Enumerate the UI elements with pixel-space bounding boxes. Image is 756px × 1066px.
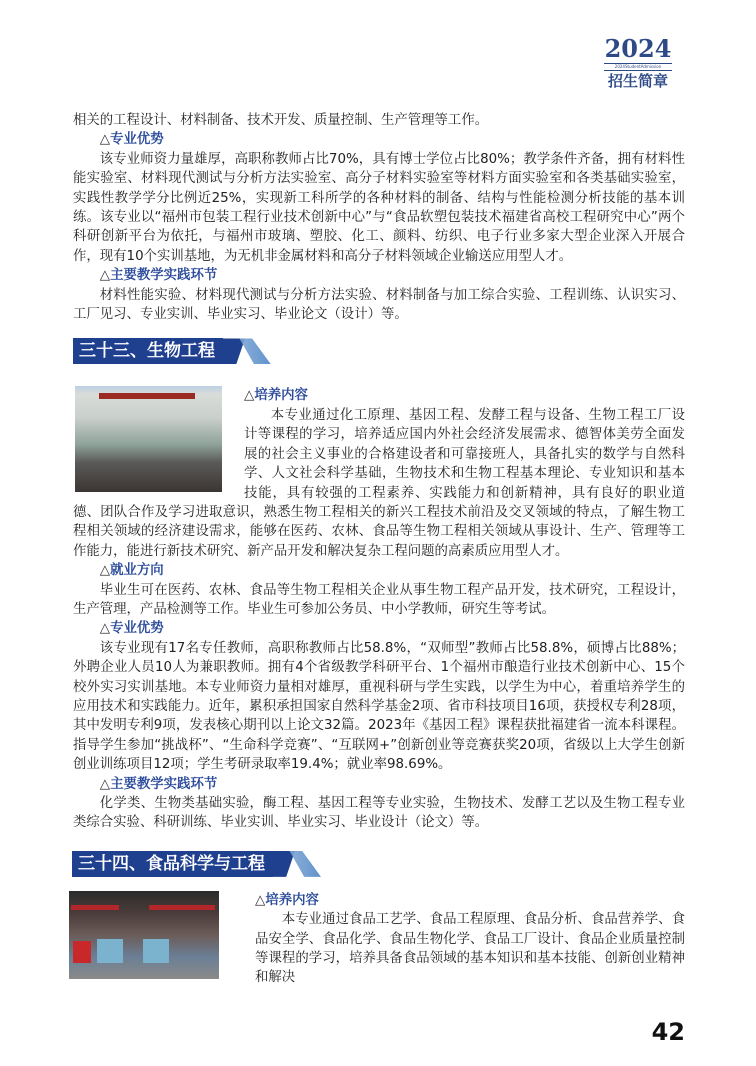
food-science-group-photo [69, 891, 219, 979]
brochure-logo [602, 36, 674, 90]
section-33-content [73, 386, 685, 832]
continued-text: 相关的工程设计、材料制备、技术开发、质量控制、生产管理等工作。 [73, 113, 489, 128]
advantage-text: 该专业现有17名专任教师，高职称教师占比58.8%，“双师型”教师占比58.8%，硕博占比88%；外聘企业人员10人为兼职教师。拥有4个省级教学科研平台、1个福州市酿造行业技术创新中心、15个校外实习实训基地。本专业师资力量相对雄厚，重视科研与学生实践，以学生为中心，着重培养学生的应用技术和实践能力。近年，累积承担国家自然科学基金2项、省市科技项目16项，获授权专利28项，其中发明专利9项，发表核心期刊以上论文32篇。2023年《基因工程》课程获批福建省一流本科课程。指导学生参加“挑战杯”、“生命科学竞赛”、“互联网+”创新创业等竞赛获奖20项，省级以上大学生创新创业训练项目12项；学生考研录取率19.4%；就业率98.69%。 [73, 640, 685, 773]
section-34-content [69, 891, 685, 988]
section-34-title: 三十四、食品科学与工程 [72, 851, 273, 877]
page-number: 42 [651, 1017, 685, 1046]
training-text: 本专业通过食品工艺学、食品工程原理、食品分析、食品营养学、食品安全学、食品化学、食品生物化学、食品工厂设计、食品企业质量控制等课程的学习，培养具备食品领域的基本知识和基本技能、创新创业精神和解决 [255, 912, 685, 986]
banner-decoration [273, 851, 321, 877]
intro-section [73, 111, 685, 324]
heading-text: 专业优势 [110, 621, 164, 637]
section-34-banner [72, 851, 321, 877]
section-33-title: 三十三、生物工程 [73, 338, 223, 364]
heading-text: 主要教学实践环节 [110, 776, 218, 792]
practice-text: 化学类、生物类基础实验，酶工程、基因工程等专业实验，生物技术、发酵工艺以及生物工程专业类综合实验、科研训练、毕业实训、毕业实习、毕业设计（论文）等。 [73, 796, 685, 831]
triangle-icon: △ [255, 892, 266, 908]
employment-heading [73, 561, 685, 580]
logo-year: 2024 [604, 34, 672, 63]
heading-text: 培养内容 [265, 892, 319, 908]
heading-text: 主要教学实践环节 [110, 268, 218, 284]
triangle-icon: △ [99, 132, 111, 148]
heading-text: 专业优势 [110, 132, 164, 148]
employment-text: 毕业生可在医药、农林、食品等生物工程相关企业从事生物工程产品开发，技术研究，工程设计，生产管理，产品检测等工作。毕业生可参加公务员、中小学教师，研究生等考试。 [73, 582, 685, 617]
banner-decoration [223, 338, 271, 364]
triangle-icon: △ [99, 621, 111, 637]
biotech-group-photo [75, 386, 222, 492]
practice-heading [73, 266, 685, 285]
practice-text: 材料性能实验、材料现代测试与分析方法实验、材料制备与加工综合实验、工程训练、认识实习、工厂见习、专业实训、毕业实习、毕业论文（设计）等。 [73, 287, 685, 323]
heading-text: 就业方向 [110, 563, 164, 579]
training-text: 本专业通过化工原理、基因工程、发酵工程与设备、生物工程工厂设计等课程的学习，培养适应国内外社会经济发展需求、德智体美劳全面发展的社会主义事业的合格建设者和可靠接班人，具备扎实的数学与自然科学、人文社会科学基础，生物技术和生物工程基本理论、专业知识和基本技能，具有较强的工程素养、实践能力和创新精神，具有良好的职业道德、团队合作及学习进取意识，熟悉生物工程相关的新兴工程技术前沿及交叉领域的特点，了解生物工程相关领域的经济建设需求，能够在医药、农林、食品等生物工程相关领域从事设计、生产、管理等工作能力，能进行新技术研究、新产品开发和解决复杂工程问题的高素质应用型人才。 [73, 407, 685, 559]
heading-text: 培养内容 [254, 388, 308, 404]
section-33-banner [73, 338, 271, 364]
logo-title: 招生简章 [607, 72, 668, 90]
triangle-icon: △ [99, 563, 111, 579]
triangle-icon: △ [99, 268, 111, 284]
advantage-text: 该专业师资力量雄厚，高职称教师占比70%，具有博士学位占比80%；教学条件齐备，拥有材料性能实验室、材料现代测试与分析方法实验室、高分子材料实验室等材料方面实验室和各类基础实验室，实践性教学学分比例近25%，实现新工科所学的各种材料的制备、结构与性能检测分析技能的基本训练。该专业以“福州市包装工程行业技术创新中心”与“食品软塑包装技术福建省高校工程研究中心”两个科研创新平台为依托，与福州市玻璃、塑胶、化工、颜料、纺织、电子行业多家大型企业深入开展合作，现有10个实训基地，为无机非金属材料和高分子材料领域企业输送应用型人才。 [73, 151, 685, 264]
advantage-heading [73, 130, 685, 149]
page-body [73, 111, 685, 1066]
advantage-heading [73, 619, 685, 638]
logo-subtitle: 2024StudentAdmission [604, 63, 672, 71]
triangle-icon: △ [244, 388, 255, 404]
practice-heading [73, 775, 685, 794]
triangle-icon: △ [99, 776, 111, 792]
